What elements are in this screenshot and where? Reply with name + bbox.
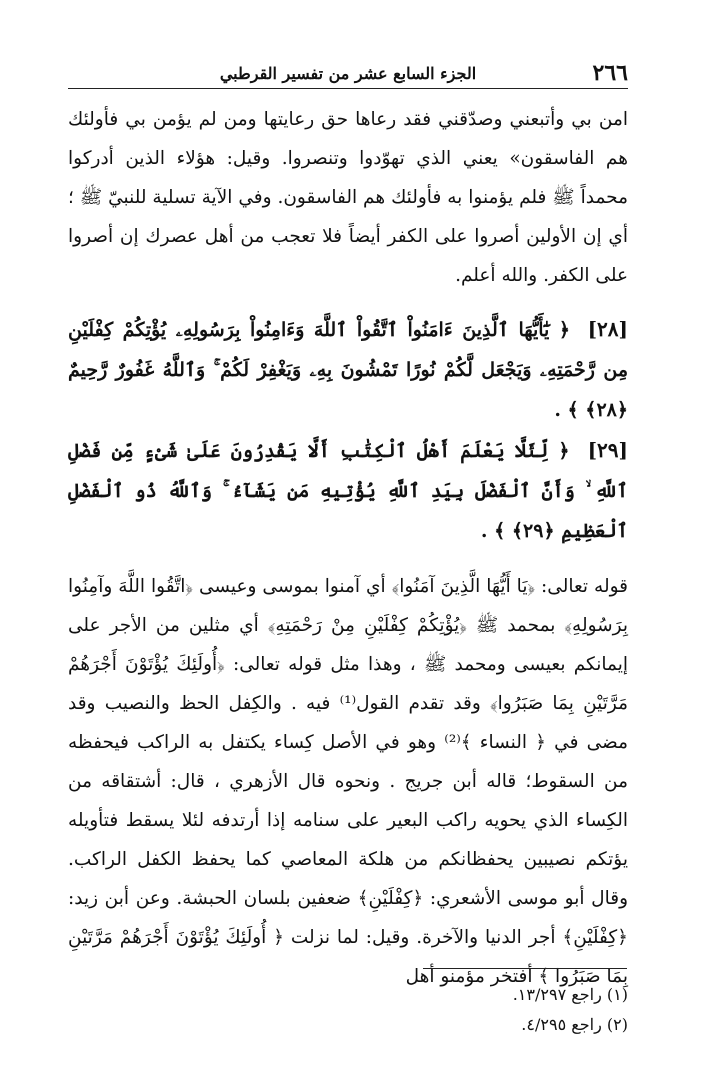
quran-verses [68, 309, 628, 551]
verse-number: [٢٨] [587, 317, 628, 341]
footnote-divider [423, 968, 627, 969]
footnote-2: (٢) راجع ٤/٢٩٥. [521, 1015, 628, 1034]
verse-text: ﴿ لِّئَلَّا يَعْلَمَ أَهْلُ ٱلْكِتَٰبِ أَلَّا يَقْدِرُونَ عَلَىٰ شَىْءٍ مِّن فَضْلِ ٱللَّهِ ۙ وَأَنَّ ٱلْفَضْلَ بِيَدِ ٱللَّهِ يُؤْتِيهِ مَن يَشَآءُ ۚ وَٱللَّهُ ذُو ٱلْفَضْلِ ٱلْعَظِيمِ ﴿٢٩﴾ ﴾ . [68, 440, 628, 542]
intro-paragraph: امن بي وأتبعني وصدّقني فقد رعاها حق رعايتها ومن لم يؤمن بي فأولئك هم الفاسقون» يعني الذي تهوّدوا وتنصروا. وقيل: هؤلاء الذين أدركوا محمداً ﷺ فلم يؤمنوا به فأولئك هم الفاسقون. وفي الآية تسلية للنبيّ ﷺ ؛ أي إن الأولين أصروا على الكفر أيضاً فلا تعجب من أهل عصرك إن أصروا على الكفر. والله أعلم. [68, 109, 628, 286]
footnote-1: (١) راجع ١٣/٢٩٧. [512, 985, 628, 1004]
verse-28 [68, 309, 628, 430]
page-header [68, 58, 628, 89]
verse-29 [68, 430, 628, 551]
main-text [68, 100, 628, 996]
running-title: الجزء السابع عشر من تفسير القرطبي [219, 64, 477, 83]
verse-number: [٢٩] [587, 438, 628, 462]
footnotes [68, 980, 628, 1040]
page-number: ٢٦٦ [592, 60, 628, 86]
verse-text: ﴿ يَٰٓأَيُّهَا ٱلَّذِينَ ءَامَنُواْ ٱتَّقُواْ ٱللَّهَ وَءَامِنُواْ بِرَسُولِهِۦ يُؤْتِكُمْ كِفْلَيْنِ مِن رَّحْمَتِهِۦ وَيَجْعَل لَّكُمْ نُورًا تَمْشُونَ بِهِۦ وَيَغْفِرْ لَكُمْ ۚ وَٱللَّهُ غَفُورٌ رَّحِيمٌ ﴿٢٨﴾ ﴾ . [68, 319, 628, 421]
commentary-paragraph: قوله تعالى: ﴿يَا أَيُّهَا الَّذِينَ آمَنُوا﴾ أي آمنوا بموسى وعيسى ﴿اتَّقُوا اللَّهَ وآمِنُوا بِرَسُولِهِ﴾ بمحمد ﷺ ﴿يُؤْتِكُمْ كِفْلَيْنِ مِنْ رَحْمَتِهِ﴾ أي مثلين من الأجر على إيمانكم بعيسى ومحمد ﷺ ، وهذا مثل قوله تعالى: ﴿أُولَئِكَ يُؤْتَوْنَ أَجْرَهُمْ مَرَّتَيْنِ بِمَا صَبَرُوا﴾ وقد تقدم القول⁽¹⁾ فيه . والكِفل الحظ والنصيب وقد مضى في ﴿ النساء ﴾⁽²⁾ وهو في الأصل كِساء يكتفل به الراكب فيحفظه من السقوط؛ قاله أبن جريج . ونحوه قال الأزهري ، قال: أشتقاقه من الكِساء الذي يحويه راكب البعير على سنامه إذا أرتدفه لئلا يسقط فتأويله يؤتكم نصيبين يحفظانكم من هلكة المعاصي كما يحفظ الكفل الراكب. وقال أبو موسى الأشعري: ﴿كِفْلَيْنِ﴾ ضعفين بلسان الحبشة. وعن أبن زيد: ﴿كِفْلَيْنِ﴾ أجر الدنيا والآخرة. وقيل: لما نزلت ﴿ أُولَئِكَ يُؤْتَوْنَ أَجْرَهُمْ مَرَّتَيْنِ بِمَا صَبَرُوا ﴾ أفتخر مؤمنو أهل [68, 576, 628, 987]
